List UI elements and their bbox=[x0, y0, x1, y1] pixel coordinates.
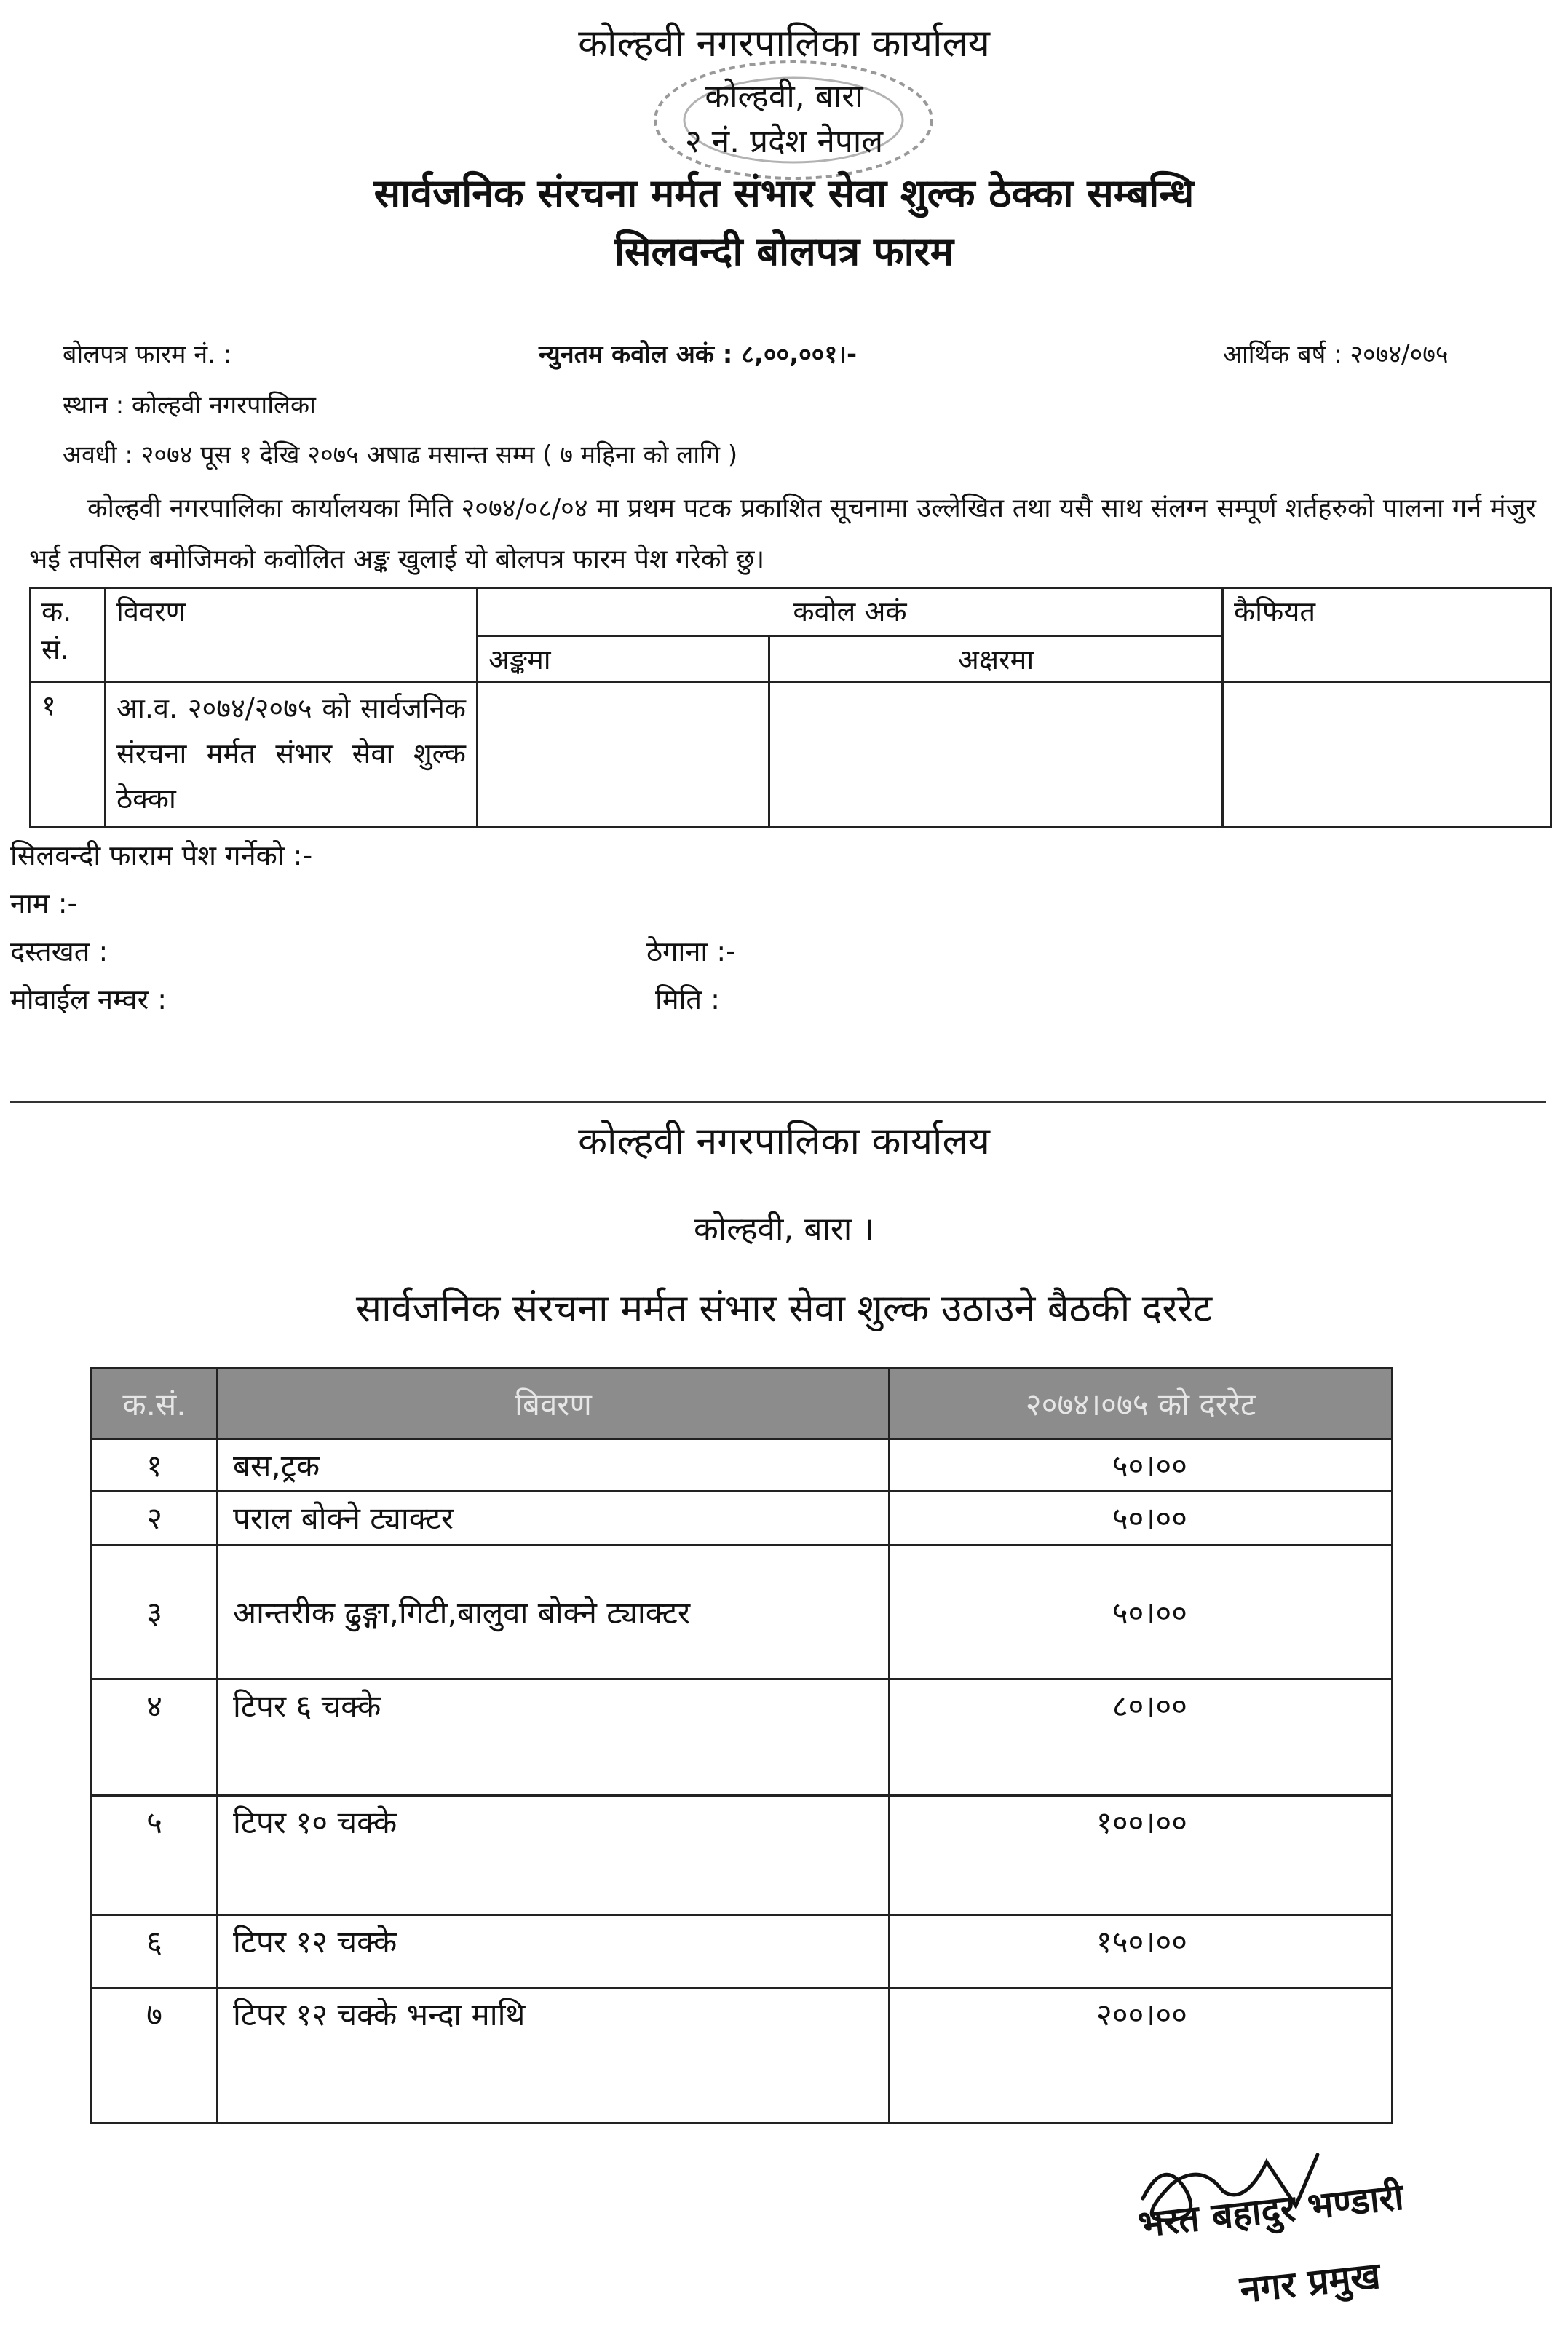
rate-row-rate: २००।०० bbox=[890, 1988, 1393, 2123]
rate-row-rate: ५०।०० bbox=[890, 1545, 1393, 1679]
form-title-line2: सिलवन्दी बोलपत्र फारम bbox=[614, 229, 954, 274]
declaration-paragraph: कोल्हवी नगरपालिका कार्यालयका मिति २०७४/०८/०४ मा प्रथम पटक प्रकाशित सूचनामा उल्लेखित तथा यसै साथ संलग्न सम्पूर्ण शर्तहरुको पालना गर्न मंजुर भई तपसिल बमोजिमको कवोलित अङ्क खुलाई यो बोलपत्र फारम पेश गरेको छु। bbox=[29, 494, 1536, 574]
rate-row-sn: ४ bbox=[92, 1679, 218, 1796]
section2-district: कोल्हवी, बारा । bbox=[694, 1211, 874, 1248]
form-number-label: बोलपत्र फारम नं. : bbox=[63, 340, 232, 369]
bid-col-desc: विवरण bbox=[106, 588, 478, 682]
rate-header-sn: क.सं. bbox=[92, 1369, 218, 1439]
submitter-address: ठेगाना :- bbox=[646, 935, 736, 967]
bid-sub-words: अक्षरमा bbox=[769, 636, 1223, 682]
rate-header-desc: बिवरण bbox=[218, 1369, 890, 1439]
submitter-mobile: मोवाईल नम्वर : bbox=[10, 983, 167, 1015]
rate-table bbox=[90, 1367, 1393, 2124]
rate-row-sn: १ bbox=[92, 1439, 218, 1492]
office-district: कोल्हवी, बारा bbox=[705, 78, 863, 115]
submitter-date: मिति : bbox=[655, 983, 720, 1015]
rate-row-desc: पराल बोक्ने ट्याक्टर bbox=[218, 1492, 890, 1545]
duration: अवधी : २०७४ पूस १ देखि २०७५ अषाढ मसान्त सम्म ( ७ महिना को लागि ) bbox=[63, 440, 738, 470]
rate-row-sn: ६ bbox=[92, 1915, 218, 1988]
bid-sub-figure: अङ्कमा bbox=[478, 636, 769, 682]
rate-row-sn: २ bbox=[92, 1492, 218, 1545]
office-name: कोल्हवी नगरपालिका कार्यालय bbox=[578, 22, 990, 66]
fiscal-year: आर्थिक बर्ष : २०७४/०७५ bbox=[1223, 340, 1449, 369]
rate-row bbox=[92, 1545, 1393, 1679]
rate-row-desc: टिपर १० चक्के bbox=[218, 1796, 890, 1915]
rate-row-rate: ८०।०० bbox=[890, 1679, 1393, 1796]
bid-col-amount: कवोल अकं bbox=[478, 588, 1223, 636]
bid-row-figure-cell[interactable] bbox=[478, 682, 769, 828]
signatory-designation: नगर प्रमुख bbox=[1238, 2254, 1382, 2311]
rate-row-rate: ५०।०० bbox=[890, 1439, 1393, 1492]
rate-row-desc: टिपर १२ चक्के bbox=[218, 1915, 890, 1988]
rate-header-rate: २०७४।०७५ को दररेट bbox=[890, 1369, 1393, 1439]
rate-row-desc: आन्तरीक ढुङ्गा,गिटी,बालुवा बोक्ने ट्याक्टर bbox=[218, 1545, 890, 1679]
bid-row-remarks-cell[interactable] bbox=[1223, 682, 1551, 828]
form-title-line1: सार्वजनिक संरचना मर्मत संभार सेवा शुल्क ठेक्का सम्बन्धि bbox=[373, 170, 1195, 216]
office-province: २ नं. प्रदेश नेपाल bbox=[684, 123, 884, 160]
rate-row bbox=[92, 1988, 1393, 2123]
rate-row-rate: ५०।०० bbox=[890, 1492, 1393, 1545]
bid-row-desc: आ.व. २०७४/२०७५ को सार्वजनिक संरचना मर्मत संभार सेवा शुल्क ठेक्का bbox=[106, 682, 478, 828]
rate-row-rate: १००।०० bbox=[890, 1796, 1393, 1915]
bid-table bbox=[29, 587, 1552, 828]
rate-row-sn: ७ bbox=[92, 1988, 218, 2123]
rate-row-sn: ५ bbox=[92, 1796, 218, 1915]
location: स्थान : कोल्हवी नगरपालिका bbox=[63, 391, 316, 420]
bid-row-words-cell[interactable] bbox=[769, 682, 1223, 828]
submitter-signature: दस्तखत : bbox=[10, 935, 108, 967]
bid-col-sn: क. सं. bbox=[31, 588, 106, 682]
rate-row-sn: ३ bbox=[92, 1545, 218, 1679]
section2-office: कोल्हवी नगरपालिका कार्यालय bbox=[578, 1120, 990, 1163]
rate-row-rate: १५०।०० bbox=[890, 1915, 1393, 1988]
section-divider bbox=[10, 1101, 1546, 1103]
rate-row bbox=[92, 1915, 1393, 1988]
signatory-name: भरत बहादुर भण्डारी bbox=[1136, 2175, 1406, 2246]
section2-title: सार्वजनिक संरचना मर्मत संभार सेवा शुल्क उठाउने बैठकी दररेट bbox=[355, 1287, 1213, 1331]
bid-row-sn: १ bbox=[31, 682, 106, 828]
bid-col-remarks: कैफियत bbox=[1223, 588, 1551, 682]
rate-row bbox=[92, 1679, 1393, 1796]
rate-row bbox=[92, 1439, 1393, 1492]
rate-row-desc: टिपर १२ चक्के भन्दा माथि bbox=[218, 1988, 890, 2123]
submitter-name: नाम :- bbox=[10, 887, 78, 919]
rate-row bbox=[92, 1492, 1393, 1545]
rate-row-desc: बस,ट्रक bbox=[218, 1439, 890, 1492]
submitter-heading: सिलवन्दी फाराम पेश गर्नेको :- bbox=[10, 839, 313, 871]
rate-row bbox=[92, 1796, 1393, 1915]
rate-row-desc: टिपर ६ चक्के bbox=[218, 1679, 890, 1796]
minimum-bid: न्युनतम कवोल अकं : ८,००,००१।- bbox=[539, 340, 858, 369]
